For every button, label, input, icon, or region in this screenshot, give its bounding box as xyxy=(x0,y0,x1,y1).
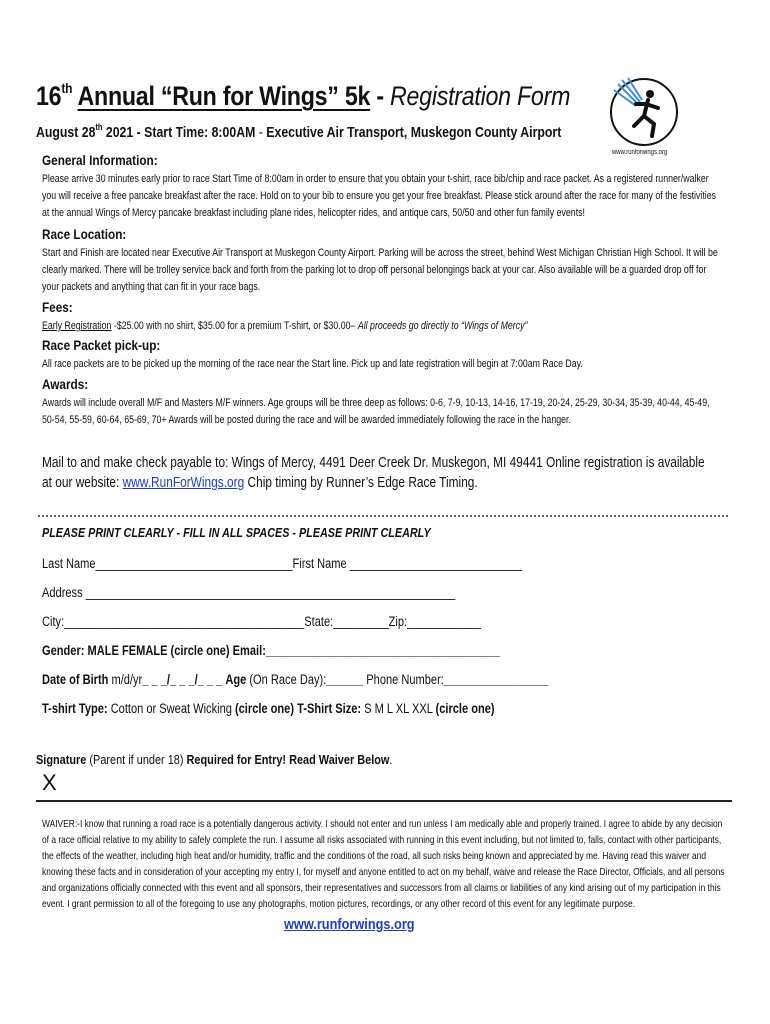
fees-proceeds-note: All proceeds go directly to “Wings of Mercy” xyxy=(357,320,528,332)
logo-url: www.runforwings.org xyxy=(612,149,668,156)
first-name-label: First Name xyxy=(292,556,347,571)
tshirt-type-label: T-shirt Type: xyxy=(42,701,108,716)
print-clearly-instruction: PLEASE PRINT CLEARLY - FILL IN ALL SPACES - PLEASE PRINT CLEARLY xyxy=(42,525,431,540)
footer-website-link[interactable]: www.runforwings.org xyxy=(284,916,415,933)
phone-field[interactable]: _________________ xyxy=(443,672,549,687)
race-location-heading: Race Location: xyxy=(42,226,127,242)
waiver-text: WAIVER:-I know that running a road race is a potentially dangerous activity. I should not enter and run unless I am medically able and properly trained. I agree to abide by any decision of a race official relative to my ability to safely complete the run. I assume all risks associated with running in this event including, but not limited to, falls, contact with other participants, the effects of the weather, including high heat and/or humidity, traffic and the conditions of the road, all such risks being known and appreciated by me. Having read this waiver and knowing these facts and in consideration of your accepting my entry I, for myself and anyone entitled to act on my behalf, waive and release the Race Director, Officials, and all persons and organizations officially connected with this event and all sponsors, their representatives and successors from all claims or liabilities of any kind arising out of my participation in this event. I grant permission to all of the foregoing to use any photographs, motion pictures, recordings, or any other record of this event for any legitimate purpose. xyxy=(42,818,725,910)
signature-period: . xyxy=(389,752,393,767)
cut-line-divider xyxy=(38,515,728,517)
zip-label: Zip: xyxy=(388,614,408,629)
city-state-zip-row xyxy=(42,614,481,629)
gender-email-label: Gender: MALE FEMALE (circle one) Email: xyxy=(42,643,266,658)
date-of-birth-label: Date of Birth xyxy=(42,672,109,687)
fees-text xyxy=(42,318,722,335)
race-location-text: Start and Finish are located near Executive Air Transport at Muskegon County Airport. Parking will be across the street, behind West Michigan Christian High School. It will be clearly marked. There will be trolley service back and forth from the parking lot to drop off personal belongings back at your car. Also available will be a guarded drop off for your packets and anything that can fit in your race bags. xyxy=(42,247,718,293)
signature-x-mark: X xyxy=(42,770,57,795)
date-of-birth-field[interactable]: _ _ _/_ _ _/_ _ _ xyxy=(142,672,223,687)
age-field[interactable]: ______ xyxy=(326,672,364,687)
title-event-name: Annual “Run for Wings” 5k xyxy=(77,81,371,111)
title-registration-form: Registration Form xyxy=(390,81,571,111)
last-name-label: Last Name xyxy=(42,556,96,571)
city-field[interactable]: _______________________________________ xyxy=(64,614,305,629)
website-link[interactable]: www.RunForWings.org xyxy=(122,475,245,491)
race-packet-heading: Race Packet pick-up: xyxy=(42,337,161,353)
address-label: Address xyxy=(42,585,83,600)
fees-amounts: -$25.00 with no shirt, $35.00 for a premium T-shirt, or $30.00– xyxy=(111,320,358,332)
age-label: Age xyxy=(225,672,247,687)
address-row xyxy=(42,585,455,600)
dob-age-phone-row xyxy=(42,672,549,687)
tshirt-size-label: T-Shirt Size: xyxy=(294,701,362,716)
title-ordinal-suffix: th xyxy=(61,80,73,96)
chip-timing-text: Chip timing by Runner’s Edge Race Timing. xyxy=(244,475,478,491)
fees-heading: Fees: xyxy=(42,299,73,315)
signature-line[interactable] xyxy=(36,800,732,802)
phone-label: Phone Number: xyxy=(363,672,444,687)
name-row xyxy=(42,556,522,571)
age-note: (On Race Day): xyxy=(246,672,327,687)
page-title xyxy=(36,80,570,112)
tshirt-row xyxy=(42,701,495,716)
state-field[interactable]: _________ xyxy=(333,614,389,629)
city-label: City: xyxy=(42,614,65,629)
address-field[interactable]: ____________________________________________________________ xyxy=(85,585,456,600)
general-information-text: Please arrive 30 minutes early prior to race Start Time of 8:00am in order to ensure that you obtain your t-shirt, race bib/chip and race packet. As a registered runner/walker you will receive a free pancake breakfast after the race. Hold on to your bib to ensure you get your free breakfast. Please stick around after the race for many of the festivities at the annual Wings of Mercy pancake breakfast including plane rides, helicopter rides, and antique cars, 50/50 and other fun family events! xyxy=(42,173,717,219)
tshirt-type-options[interactable]: Cotton or Sweat Wicking xyxy=(107,701,235,716)
zip-field[interactable]: ____________ xyxy=(407,614,481,629)
tshirt-type-circle-one: (circle one) xyxy=(234,701,295,716)
signature-parent-note: (Parent if under 18) xyxy=(86,752,187,767)
email-field[interactable]: ______________________________________ xyxy=(265,643,500,658)
title-dash: - xyxy=(370,81,391,111)
race-packet-text: All race packets are to be picked up the morning of the race near the Start line. Pick up and late registration will begin at 7:00am Race Day. xyxy=(42,358,583,370)
event-start-time: 2021 - Start Time: 8:00AM xyxy=(105,124,256,141)
awards-text: Awards will include overall M/F and Masters M/F winners. Age groups will be three deep as follows: 0-6, 7-9, 10-13, 14-16, 17-19, 20-24, 25-29, 30-34, 35-39, 40-44, 45-49, 50-54, 55-59, 60-64, 65-69, 70+ Awards will be posted during the race and will be awarded immediately following the race in the hanger. xyxy=(42,397,710,426)
runner-wings-logo-icon xyxy=(604,74,684,148)
tshirt-size-options[interactable]: S M L XL XXL xyxy=(361,701,436,716)
early-registration-label: Early Registration xyxy=(42,320,112,332)
event-date-venue xyxy=(36,122,561,141)
signature-label-row xyxy=(36,752,392,767)
mail-text: Mail to and make check payable to: Wings of Mercy, 4491 Deer Creek Dr. Muskegon, MI 49441 Online registration is available at our website: xyxy=(42,455,705,491)
signature-label: Signature xyxy=(36,752,87,767)
title-ordinal: 16 xyxy=(36,81,62,111)
gender-email-row xyxy=(42,643,500,658)
state-label: State: xyxy=(304,614,334,629)
event-date-month: August 28 xyxy=(36,124,96,141)
date-of-birth-format: m/d/yr xyxy=(108,672,143,687)
event-date-suffix: th xyxy=(95,122,103,132)
first-name-field[interactable]: ____________________________ xyxy=(349,556,523,571)
event-venue: Executive Air Transport, Muskegon County Airport xyxy=(266,124,562,141)
tshirt-size-circle-one: (circle one) xyxy=(435,701,495,716)
signature-required-note: Required for Entry! Read Waiver Below xyxy=(186,752,390,767)
general-information-heading: General Information: xyxy=(42,152,158,168)
subtitle-dash: - xyxy=(255,124,267,141)
awards-heading: Awards: xyxy=(42,376,89,392)
mail-instructions xyxy=(42,453,706,493)
last-name-field[interactable]: ________________________________ xyxy=(95,556,293,571)
